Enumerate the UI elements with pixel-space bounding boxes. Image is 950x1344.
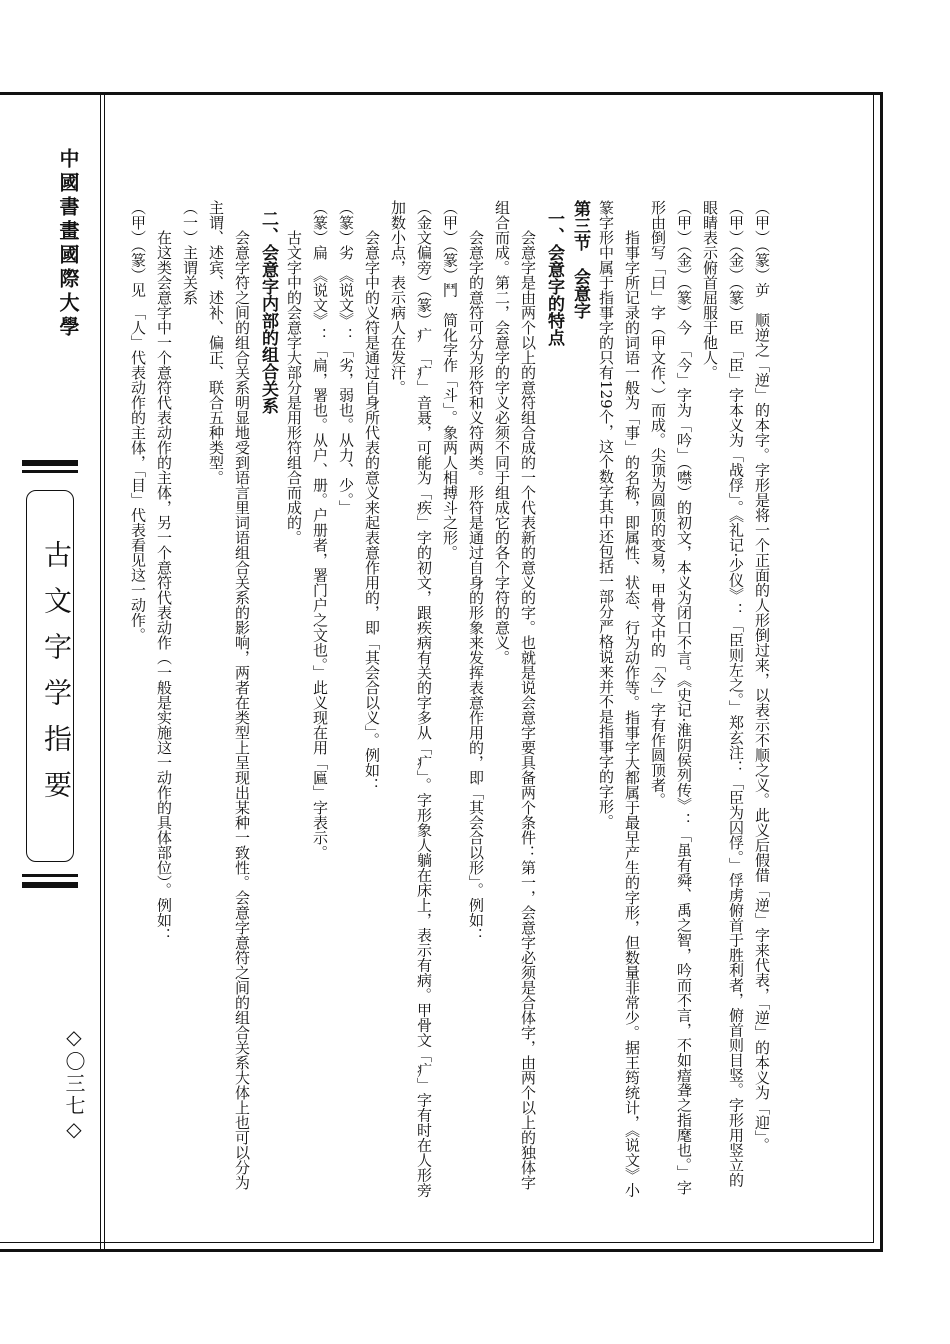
paragraph: 会意字中的义符是通过自身所代表的意义来起表意作用的，即「其会合以义」。例如： [363,230,381,793]
paragraph: 会意字的意符可分为形符和义符两类。形符是通过自身的形象来发挥表意作用的，即「其会合以形」。例如： [467,230,485,943]
paragraph: （甲）（篆）见 「人」代表动作的主体，「目」代表看见这一动作。 [129,200,147,643]
university-name: 中國書畫國際大學 [56,148,80,340]
paragraph: （金文偏旁）（篆）疒 「疒」音聂，可能为「疾」字的初文，跟疾病有关的字多从「疒」。字形象人躺在床上，表示有病。甲骨文「疒」字有时在人形旁加数小点，表示病人在发汗。 [389,200,433,1198]
paragraph: 会意字是由两个以上的意符组合成的一个代表新的意义的字。也就是说会意字要具备两个条件：第一，会意字必须是合体字，由两个以上的独体字组合而成。第二，会意字的字义必须不同于组成它的各个字符的意义。 [493,200,537,1190]
paragraph: 古文字中的会意字大部分是用形符组合而成的。 [285,230,303,545]
page-number: ◇〇三七◇ [62,1025,86,1143]
book-title-box [22,460,78,890]
sidebar-divider-inner [100,92,101,1252]
paragraph: 会意字符之间的组合关系明显地受到语言里词语组合关系的影响，两者在类型上呈现出某种一致性。会意字意符之间的组合关系大体上也可以分为主谓、述宾、述补、偏正、联合五种类型。 [207,200,251,1190]
book-title: 古文字学指要 [40,540,73,816]
sub-heading: （一）主谓关系 [181,200,199,305]
paragraph: 在这类会意字中一个意符代表动作的主体，另一个意符代表动作（一般是实施这一动作的具体部位）。例如： [155,230,173,943]
sidebar-divider [104,92,105,1252]
paragraph: （甲）（篆）鬥 简化字作「斗」。象两人相搏斗之形。 [441,200,459,560]
subsection-heading: 一、会意字的特点 [544,210,564,346]
subsection-heading: 二、会意字内部的组合关系 [258,210,278,414]
title-bottom-bar [22,882,78,888]
paragraph: （篆）扁 《说文》：「扁，署也。从户、册。户册者，署门户之文也。」此义现在用「匾」字表示。 [311,200,329,860]
paragraph: （甲）（金）（篆）臣 「臣」字本义为「战俘」。《礼记·少仪》：「臣则左之。」郑玄注：「臣为囚俘。」俘虏俯首于胜利者，俯首则目竖。字形用竖立的眼睛表示俯首屈服于他人。 [701,200,745,1188]
section-heading: 第三节 会意字 [570,200,590,319]
paragraph: 指事字所记录的词语一般为「事」的名称，即属性、状态、行为动作等。指事字大都属于最早产生的字形，但数量非常少。据王筠统计，《说文》小篆字形中属于指事字的只有129个，这个数字其中还包括一部分严格说来并不是指事字的字形。 [597,200,641,1198]
title-top-bar [22,460,78,466]
title-top-bar-thin [22,470,78,473]
title-bottom-bar-thin [22,874,78,877]
paragraph: （篆）劣 《说文》：「劣，弱也。从力、少。」 [337,200,355,515]
paragraph: （甲）（金）（篆）今 「今」字为「吟」（噤）的初文，本义为闭口不言。《史记·淮阴侯列传》：「虽有舜、禹之智，吟而不言，不如瘖聋之指麾也。」字形由倒写「曰」字（甲文作、）而成。尖顶为圆顶的变易，甲骨文中的「今」字有作圆顶者。 [649,200,693,1195]
paragraph: （甲）（篆）屰 顺逆之「逆」的本字。字形是将一个正面的人形倒过来，以表示不顺之义。此义后假借「逆」字来代表，「逆」的本义为「迎」。 [753,200,771,1153]
main-text [125,200,775,1200]
